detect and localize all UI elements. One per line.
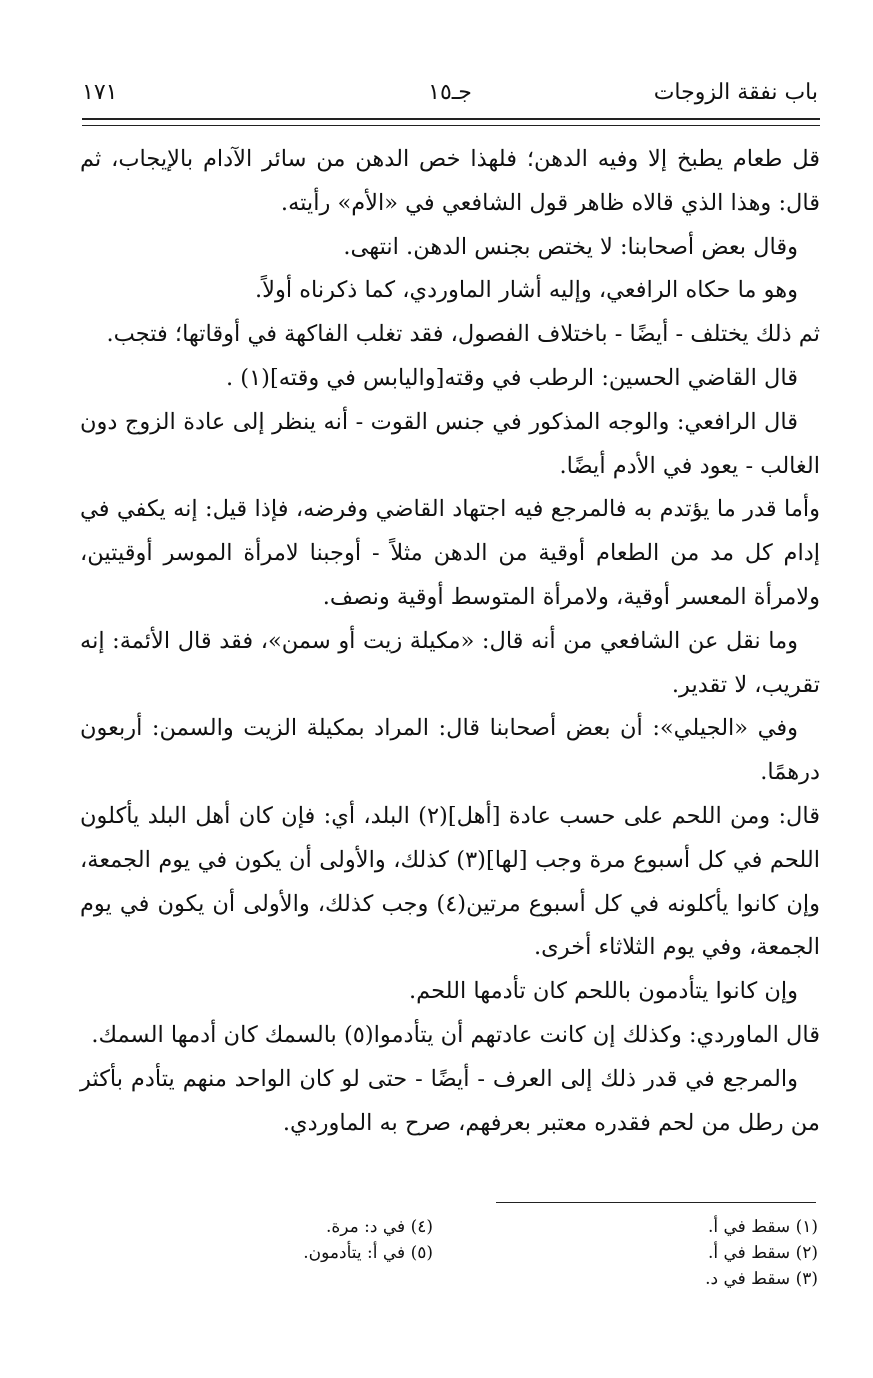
running-header [82,76,818,116]
footnotes-column-left [213,1214,433,1266]
footnote: (٤) في د: مرة. [325,1217,433,1237]
footnote-separator [496,1202,816,1203]
paragraph: قال الرافعي: والوجه المذكور في جنس القوت - أنه ينظر إلى عادة الزوج دون الغالب - يعود في الأدم أيضًا. [80,408,820,479]
paragraph: قل طعام يطبخ إلا وفيه الدهن؛ فلهذا خص الدهن من سائر الآدام بالإيجاب، ثم قال: وهذا الذي قالاه ظاهر قول الشافعي في «الأم» رأيته. [80,146,820,216]
paragraph: قال القاضي الحسين: الرطب في وقته[واليابس في وقته](١) . [225,364,798,391]
paragraph: وهو ما حكاه الرافعي، وإليه أشار الماوردي، كما ذكرناه أولاً. [255,277,798,304]
page-number: ١٧١ [82,80,118,105]
paragraph: قال الماوردي: وكذلك إن كانت عادتهم أن يتأدموا(٥) بالسمك كان أدمها السمك. [91,1021,820,1048]
paragraph: وما نقل عن الشافعي من أنه قال: «مكيلة زيت أو سمن»، فقد قال الأئمة: إنه تقريب، لا تقدير. [80,627,820,698]
footnote: (٣) سقط في د. [705,1269,818,1289]
paragraph: وفي «الجيلي»: أن بعض أصحابنا قال: المراد بمكيلة الزيت والسمن: أربعون درهمًا. [80,715,820,786]
main-text [80,138,820,1145]
paragraph: وقال بعض أصحابنا: لا يختص بجنس الدهن. انتهى. [343,233,798,260]
paragraph: ثم ذلك يختلف - أيضًا - باختلاف الفصول، فقد تغلب الفاكهة في أوقاتها؛ فتجب. [106,321,820,348]
paragraph: قال: ومن اللحم على حسب عادة [أهل](٢) البلد، أي: فإن كان أهل البلد يأكلون اللحم في كل أسبوع مرة وجب [لها](٣) كذلك، والأولى أن يكون في يوم الجمعة، وإن كانوا يأكلونه في كل أسبوع مرتين(٤) وجب كذلك، والأولى أن يكون في يوم الجمعة، وفي يوم الثلاثاء أخرى. [80,802,820,961]
header-rule-thin [82,125,820,126]
footnote: (٥) في أ: يتأدمون. [303,1243,433,1263]
footnote: (١) سقط في أ. [707,1217,818,1237]
paragraph: والمرجع في قدر ذلك إلى العرف - أيضًا - حتى لو كان الواحد منهم يتأدم بأكثر من رطل من لحم فقدره معتبر بعرفهم، صرح به الماوردي. [80,1065,820,1136]
footnotes-column-right [588,1214,818,1292]
volume-label: جـ١٥ [428,80,472,105]
paragraph: وأما قدر ما يؤتدم به فالمرجع فيه اجتهاد القاضي وفرضه، فإذا قيل: إنه يكفي في إدام كل مد من الطعام أوقية من الدهن مثلاً - أوجبنا لامرأة الموسر أوقيتين، ولامرأة المعسر أوقية، ولامرأة المتوسط أوقية ونصف. [80,496,820,610]
footnote: (٢) سقط في أ. [707,1243,818,1263]
chapter-title: باب نفقة الزوجات [653,80,818,105]
header-rule-thick [82,118,820,120]
paragraph: وإن كانوا يتأدمون باللحم كان تأدمها اللحم. [408,978,798,1005]
